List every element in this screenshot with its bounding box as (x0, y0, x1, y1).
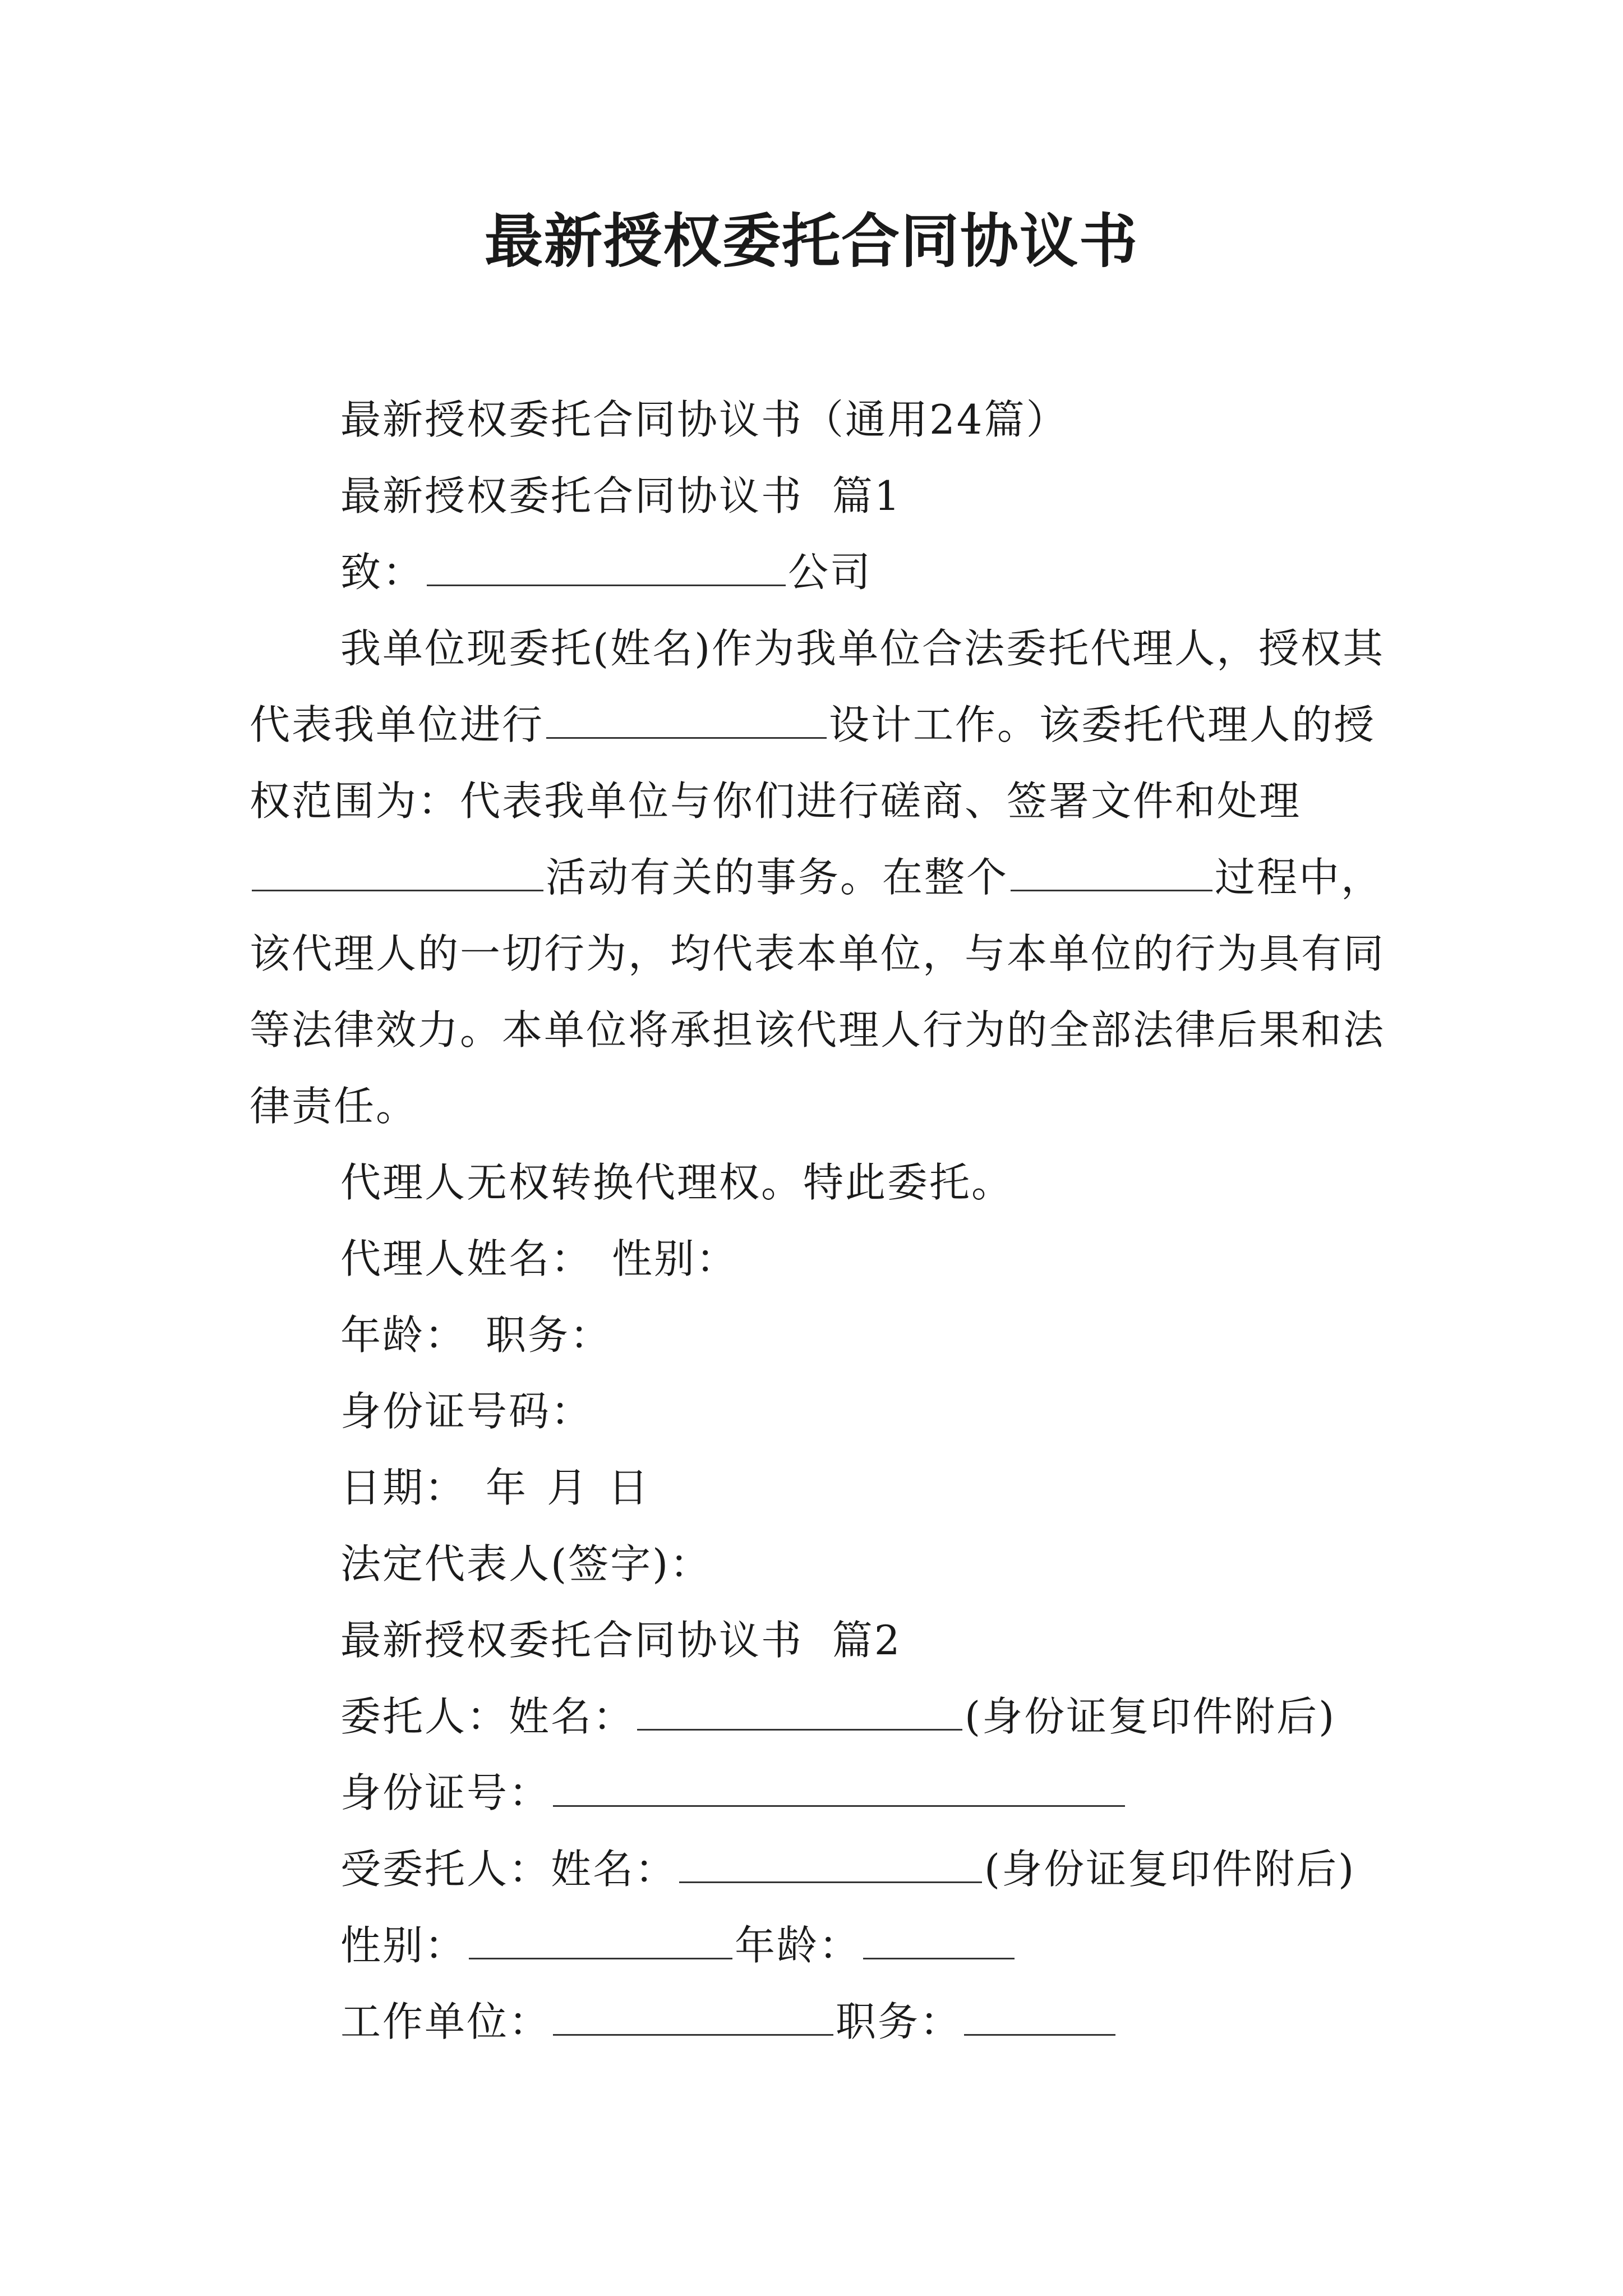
company-blank (427, 545, 786, 586)
position-blank (964, 1995, 1115, 2036)
section1-to-line: 致： 公司 (250, 534, 1388, 610)
design-work-blank (546, 698, 827, 739)
workplace-blank (553, 1995, 833, 2036)
age-blank (863, 1918, 1015, 1959)
id-number-line: 身份证号码： (340, 1388, 593, 1435)
agent-name-gender-line: 代理人姓名： 性别： (340, 1235, 739, 1282)
principal-line: 委托人：姓名： (身份证复印件附后) (250, 1678, 1388, 1755)
workplace-position-line: 工作单位： 职务： (250, 1984, 1388, 2060)
age-position-line: 年龄： 职务： (340, 1312, 612, 1359)
principal-name-blank (637, 1690, 962, 1731)
section1-heading: 最新授权委托合同协议书 篇1 (340, 472, 902, 519)
process-blank (1011, 850, 1212, 891)
principal-id-line: 身份证号： (250, 1755, 1388, 1831)
section1-paragraph-2: 代理人无权转换代理权。特此委托。 (340, 1159, 1014, 1206)
principal-id-blank (553, 1766, 1125, 1807)
document-title: 最新授权委托合同协议书 (484, 206, 1138, 275)
section1-paragraph-1: 我单位现委托(姓名)作为我单位合法委托代理人，授权其代表我单位进行 设计工作。该委托代理人的授权范围为：代表我单位与你们进行磋商、签署文件和处理活动有关的事务。在整个 过程中，该代理人的一切行为，均代表本单位，与本单位的行为具有同等法律效力。本单位将承担该代理人行为的全部法律后果和法律责任。 (250, 625, 1386, 1130)
gender-blank (469, 1918, 732, 1959)
document-body (250, 381, 1388, 2060)
activity-blank (252, 850, 543, 891)
legal-rep-line: 法定代表人(签字)： (340, 1540, 712, 1588)
agent-name-blank (679, 1842, 982, 1883)
date-line: 日期： 年 月 日 (340, 1464, 651, 1511)
document-subtitle: 最新授权委托合同协议书（通用24篇） (340, 396, 1068, 443)
agent-line: 受委托人：姓名： (身份证复印件附后) (250, 1831, 1388, 1907)
gender-age-line: 性别： 年龄： (250, 1907, 1388, 1984)
section2-heading: 最新授权委托合同协议书 篇2 (340, 1617, 902, 1664)
